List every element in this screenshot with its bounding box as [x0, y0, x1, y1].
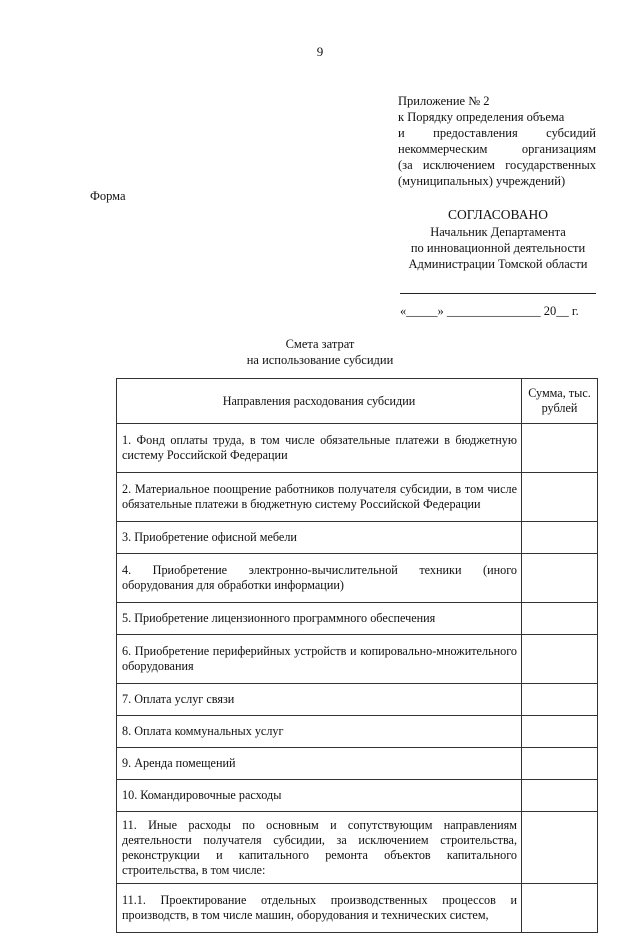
table-row — [117, 716, 598, 748]
estimate-subtitle: на использование субсидии — [246, 353, 394, 367]
row-direction: 10. Командировочные расходы — [117, 780, 522, 812]
table-row — [117, 635, 598, 684]
approval-heading: СОГЛАСОВАНО — [448, 207, 548, 222]
appendix-line: (за исключением государственных — [398, 158, 596, 172]
row-amount — [522, 716, 598, 748]
form-label: Форма — [90, 189, 126, 203]
appendix-line: некоммерческим организациям — [398, 142, 596, 156]
estimate-table — [116, 378, 598, 933]
estimate-title: Смета затрат — [285, 337, 355, 351]
table-row — [117, 603, 598, 635]
signature-line — [400, 293, 596, 294]
table-row — [117, 684, 598, 716]
date-line: «_____» _______________ 20__ г. — [400, 304, 579, 318]
row-amount — [522, 522, 598, 554]
table-row — [117, 522, 598, 554]
row-amount — [522, 684, 598, 716]
appendix-line: Приложение № 2 — [398, 94, 490, 108]
row-direction: 11. Иные расходы по основным и сопутствующим направлениям деятельности получателя субсидии, за исключением строительства, реконструкции и капитального ремонта объектов капитального строительства, в том числе: — [117, 812, 522, 884]
table-row — [117, 424, 598, 473]
approval-line: по инновационной деятельности — [410, 241, 586, 255]
row-direction: 9. Аренда помещений — [117, 748, 522, 780]
row-amount — [522, 603, 598, 635]
table-header-row — [117, 379, 598, 424]
appendix-line: и предоставления субсидий — [398, 126, 596, 140]
row-direction: 7. Оплата услуг связи — [117, 684, 522, 716]
table-row — [117, 554, 598, 603]
row-direction: 8. Оплата коммунальных услуг — [117, 716, 522, 748]
appendix-line: к Порядку определения объема — [398, 110, 565, 124]
row-amount — [522, 424, 598, 473]
row-amount — [522, 884, 598, 933]
row-amount — [522, 748, 598, 780]
row-direction: 1. Фонд оплаты труда, в том числе обязательные платежи в бюджетную систему Российской Федерации — [117, 424, 522, 473]
table-row — [117, 884, 598, 933]
table-row — [117, 812, 598, 884]
page-number: 9 — [316, 44, 324, 59]
header-direction: Направления расходования субсидии — [117, 379, 522, 424]
row-direction: 2. Материальное поощрение работников получателя субсидии, в том числе обязательные платежи в бюджетную систему Российской Федерации — [117, 473, 522, 522]
row-direction: 11.1. Проектирование отдельных производственных процессов и производств, в том числе машин, оборудования и технических систем, — [117, 884, 522, 933]
row-direction: 4. Приобретение электронно-вычислительной техники (иного оборудования для обработки информации) — [117, 554, 522, 603]
appendix-line: (муниципальных) учреждений) — [398, 174, 566, 188]
row-direction: 6. Приобретение периферийных устройств и копировально-множительного оборудования — [117, 635, 522, 684]
appendix-block — [398, 93, 596, 189]
approval-line: Начальник Департамента — [430, 225, 566, 239]
row-direction: 3. Приобретение офисной мебели — [117, 522, 522, 554]
row-amount — [522, 554, 598, 603]
table-row — [117, 780, 598, 812]
row-amount — [522, 780, 598, 812]
table-row — [117, 473, 598, 522]
table-row — [117, 748, 598, 780]
row-direction: 5. Приобретение лицензионного программного обеспечения — [117, 603, 522, 635]
row-amount — [522, 812, 598, 884]
estimate-title-block — [0, 336, 640, 368]
header-amount: Сумма, тыс. рублей — [522, 379, 598, 424]
approval-line: Администрации Томской области — [408, 257, 588, 271]
row-amount — [522, 473, 598, 522]
approval-block — [398, 207, 598, 272]
row-amount — [522, 635, 598, 684]
